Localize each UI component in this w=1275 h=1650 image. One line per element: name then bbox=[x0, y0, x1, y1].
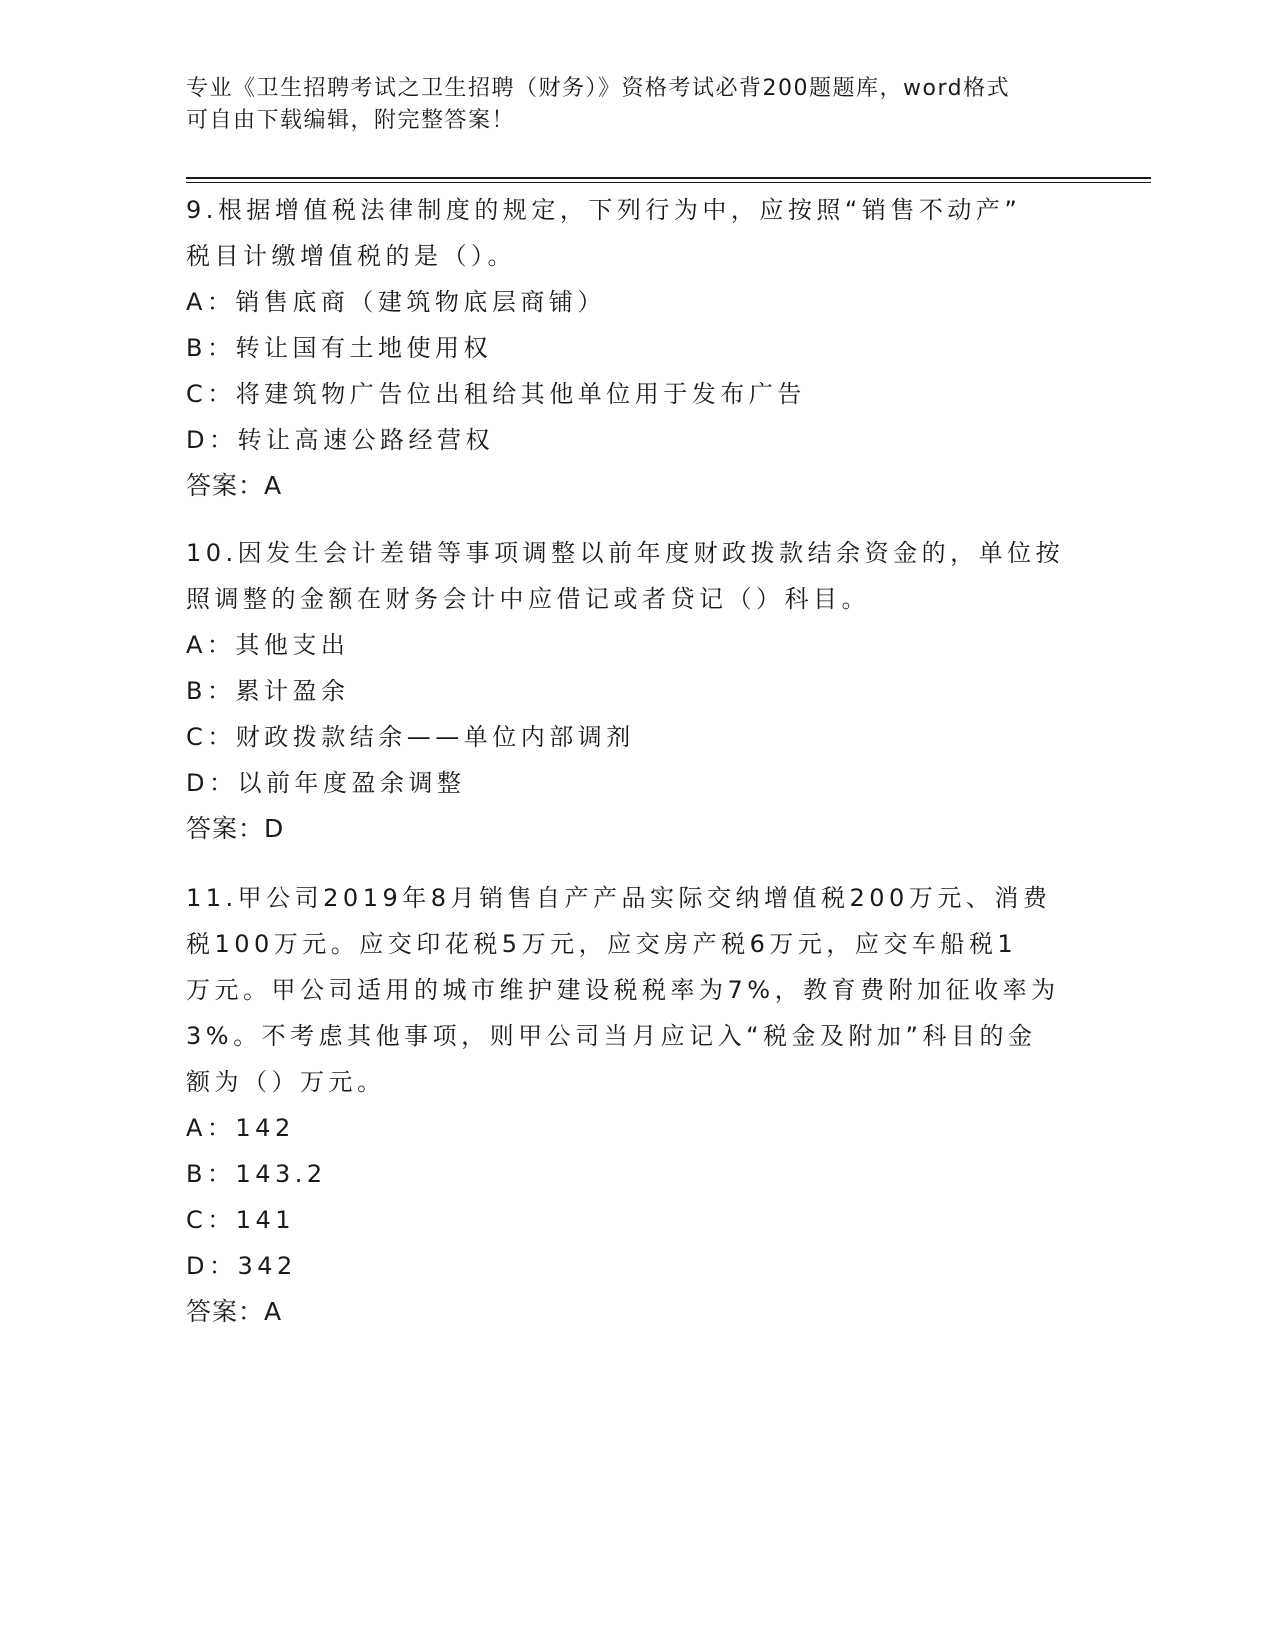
question-stem-line: 10.因发生会计差错等事项调整以前年度财政拨款结余资金的，单位按 bbox=[186, 539, 1065, 567]
option-c: C：141 bbox=[186, 1206, 296, 1234]
question-stem-line: 税100万元。应交印花税5万元，应交房产税6万元，应交车船税1 bbox=[186, 930, 1018, 958]
option-a: A：142 bbox=[186, 1114, 295, 1142]
question-10 bbox=[186, 530, 1086, 852]
question-stem-line: 额为（）万元。 bbox=[186, 1068, 386, 1096]
question-stem-line: 11.甲公司2019年8月销售自产产品实际交纳增值税200万元、消费 bbox=[186, 884, 1052, 912]
question-stem-line: 9.根据增值税法律制度的规定，下列行为中，应按照“销售不动产” bbox=[186, 196, 1022, 224]
answer: 答案：D bbox=[186, 814, 285, 843]
option-d: D：转让高速公路经营权 bbox=[186, 426, 494, 454]
question-11 bbox=[186, 875, 1086, 1335]
option-b: B：143.2 bbox=[186, 1160, 327, 1188]
question-9 bbox=[186, 187, 1086, 509]
header-divider-thin bbox=[186, 182, 1151, 183]
option-b: B：累计盈余 bbox=[186, 677, 350, 705]
document-header bbox=[186, 73, 1066, 137]
option-d: D：342 bbox=[186, 1252, 297, 1280]
option-a: A：其他支出 bbox=[186, 631, 350, 659]
answer: 答案：A bbox=[186, 1297, 283, 1326]
question-stem-line: 税目计缴增值税的是（）。 bbox=[186, 242, 516, 270]
option-d: D：以前年度盈余调整 bbox=[186, 769, 466, 797]
option-a: A：销售底商（建筑物底层商铺） bbox=[186, 288, 606, 316]
option-c: C：财政拨款结余——单位内部调剂 bbox=[186, 723, 635, 751]
option-c: C：将建筑物广告位出租给其他单位用于发布广告 bbox=[186, 380, 806, 408]
answer: 答案：A bbox=[186, 471, 283, 500]
header-line-1: 专业《卫生招聘考试之卫生招聘（财务）》资格考试必背200题题库，word格式 bbox=[186, 76, 1011, 101]
header-divider-thick bbox=[186, 177, 1151, 179]
question-stem-line: 万元。甲公司适用的城市维护建设税税率为7%，教育费附加征收率为 bbox=[186, 976, 1060, 1004]
question-stem-line: 照调整的金额在财务会计中应借记或者贷记（）科目。 bbox=[186, 585, 870, 613]
option-b: B：转让国有土地使用权 bbox=[186, 334, 492, 362]
header-line-2: 可自由下载编辑，附完整答案！ bbox=[186, 108, 516, 133]
question-stem-line: 3%。不考虑其他事项，则甲公司当月应记入“税金及附加”科目的金 bbox=[186, 1022, 1037, 1050]
